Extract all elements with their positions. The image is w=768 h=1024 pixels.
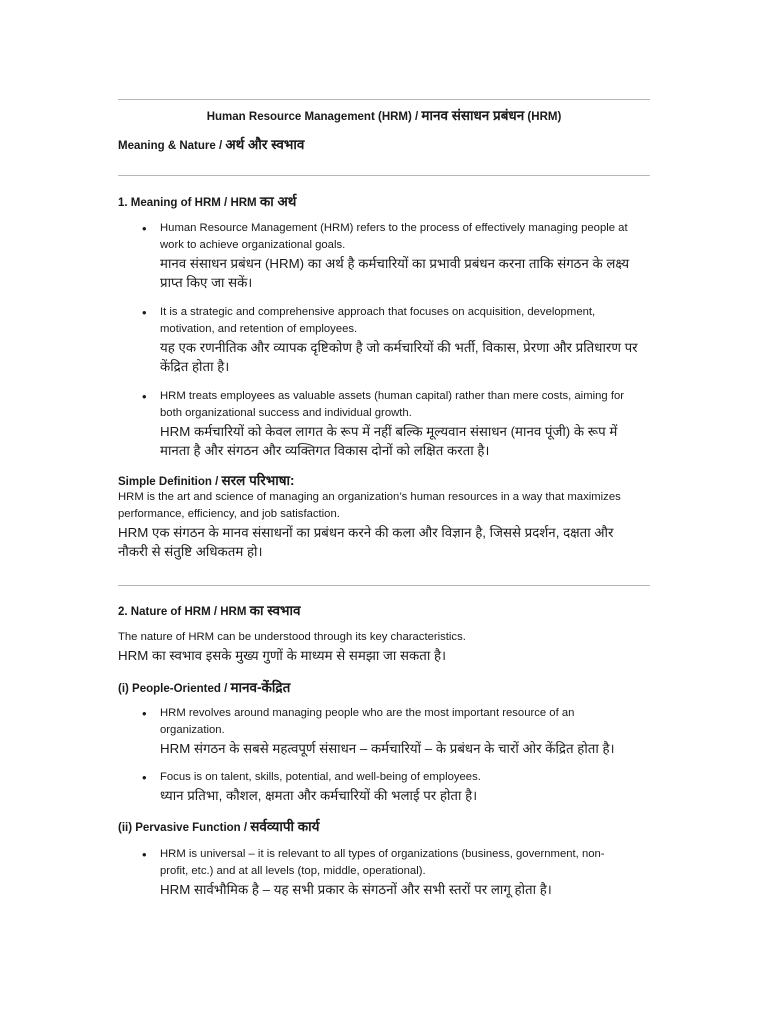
section-heading-nature: 2. Nature of HRM / HRM का स्वभाव — [118, 603, 301, 618]
bullet-icon: • — [142, 389, 147, 404]
list-item: HRM revolves around managing people who are the most important resource of an organization. HRM संगठन के सबसे महत्वपूर्ण संसाधन – कर्मचारियों – के प्रबंधन के चारों ओर केंद्रित होता है। — [160, 707, 615, 756]
bullet-icon: • — [142, 847, 147, 862]
page-title: Human Resource Management (HRM) / मानव संसाधन प्रबंधन (HRM) — [206, 108, 562, 123]
definition-paragraph: HRM is the art and science of managing an organization’s human resources in a way that maximizes performance, efficiency, and job satisfaction. HRM एक संगठन के मानव संसाधनों का प्रबंधन करने की कला और विज्ञान है, जिससे प्रदर्शन, दक्षता और नौकरी से संतुष्टि अधिकतम हो। — [118, 491, 621, 559]
list-item: It is a strategic and comprehensive approach that focuses on acquisition, development, motivation, and retention of employees. यह एक रणनीतिक और व्यापक दृष्टिकोण है जो कर्मचारियों की भर्ती, विकास, प्रेरणा और प्रतिधारण पर केंद्रित होता है। — [160, 306, 638, 374]
list-item: HRM treats employees as valuable assets (human capital) rather than mere costs, aiming for both organizational success and individual growth. HRM कर्मचारियों को केवल लागत के रूप में नहीं बल्कि मूल्यवान संसाधन (मानव पूंजी) के रूप में मानता है और संगठन और व्यक्तिगत विकास दोनों को लक्षित करता है। — [160, 390, 624, 458]
horizontal-rule — [118, 175, 650, 176]
bullet-icon: • — [142, 221, 147, 236]
page-subtitle: Meaning & Nature / अर्थ और स्वभाव — [118, 137, 305, 152]
definition-heading: Simple Definition / सरल परिभाषा: — [118, 473, 295, 488]
subheading-pervasive-function: (ii) Pervasive Function / सर्वव्यापी कार्य — [118, 819, 320, 834]
section-heading-meaning: 1. Meaning of HRM / HRM का अर्थ — [118, 194, 297, 209]
horizontal-rule — [118, 99, 650, 100]
list-item: Focus is on talent, skills, potential, and well-being of employees. ध्यान प्रतिभा, कौशल, क्षमता और कर्मचारियों की भलाई पर होता है। — [160, 771, 481, 803]
bullet-icon: • — [142, 706, 147, 721]
horizontal-rule — [118, 585, 650, 586]
bullet-icon: • — [142, 770, 147, 785]
nature-intro: The nature of HRM can be understood through its key characteristics. HRM का स्वभाव इसके मुख्य गुणों के माध्यम से समझा जा सकता है। — [118, 631, 466, 663]
bullet-icon: • — [142, 305, 147, 320]
list-item: HRM is universal – it is relevant to all types of organizations (business, government, non- profit, etc.) and at all levels (top, middle, operational). HRM सार्वभौमिक है – यह सभी प्रकार के संगठनों और सभी स्तरों पर लागू होता है। — [160, 848, 605, 897]
list-item: Human Resource Management (HRM) refers to the process of effectively managing people at work to achieve organizational goals. मानव संसाधन प्रबंधन (HRM) का अर्थ है कर्मचारियों का प्रभावी प्रबंधन करना ताकि संगठन के लक्ष्य प्राप्त किए जा सकें। — [160, 222, 630, 290]
subheading-people-oriented: (i) People-Oriented / मानव-केंद्रित — [118, 680, 291, 695]
